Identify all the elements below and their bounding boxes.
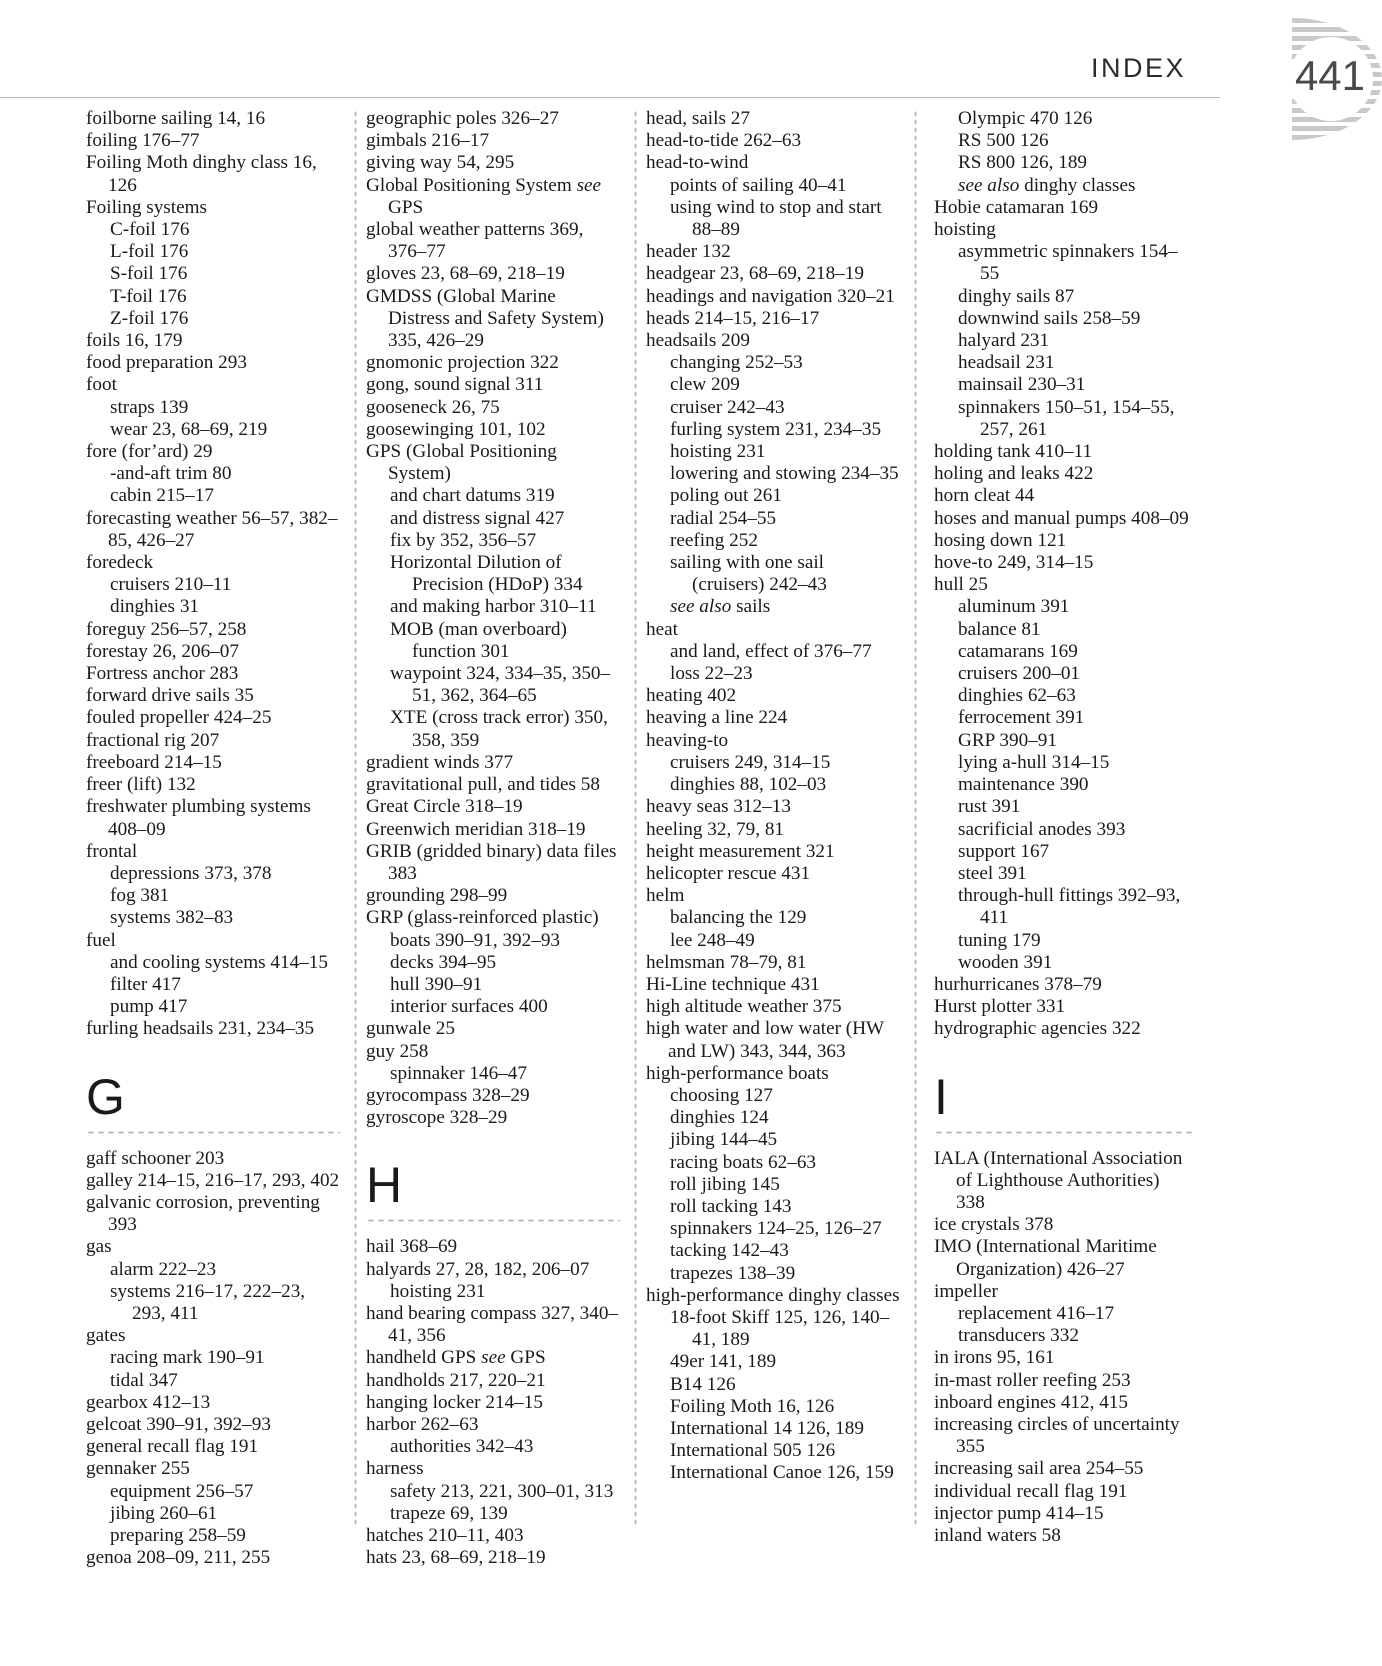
index-entry: helm (646, 885, 685, 907)
index-subentry: Z-foil 176 (110, 307, 189, 329)
index-entry: head-to-wind (646, 152, 749, 174)
index-entry: forecasting weather 56–57, 382–85, 426–27 (86, 507, 338, 551)
index-entry: Hi-Line technique 431 (646, 973, 820, 995)
column-divider (354, 110, 357, 1528)
index-entry: hove-to 249, 314–15 (934, 552, 1094, 574)
index-subentry: MOB (man overboard) function 301 (390, 618, 567, 662)
index-entry: hanging locker 214–15 (366, 1391, 543, 1413)
index-entry: in irons 95, 161 (934, 1347, 1055, 1369)
index-entry: harness (366, 1458, 424, 1480)
index-subentry: Horizontal Dilution of Precision (HDoP) 334 (390, 552, 583, 596)
index-entry: holding tank 410–11 (934, 441, 1093, 463)
index-entry: freer (lift) 132 (86, 774, 196, 796)
index-subentry: Foiling Moth 16, 126 (670, 1395, 835, 1417)
index-subentry: and cooling systems 414–15 (110, 951, 328, 973)
index-entry: gloves 23, 68–69, 218–19 (366, 263, 565, 285)
index-entry: heaving a line 224 (646, 707, 788, 729)
index-subentry: GRP 390–91 (958, 729, 1057, 751)
letter-heading-rule (366, 1219, 620, 1222)
index-entry: high-performance boats (646, 1062, 829, 1084)
index-entry: geographic poles 326–27 (366, 108, 559, 129)
index-entry: foot (86, 374, 117, 396)
index-entry: headgear 23, 68–69, 218–19 (646, 263, 864, 285)
index-subentry: rust 391 (958, 796, 1021, 818)
index-subentry: hoisting 231 (670, 441, 766, 463)
index-subentry: S-foil 176 (110, 263, 188, 285)
index-entry: inboard engines 412, 415 (934, 1391, 1128, 1413)
index-subentry: lowering and stowing 234–35 (670, 463, 899, 485)
index-entry: gimbals 216–17 (366, 130, 490, 152)
index-entry: gooseneck 26, 75 (366, 396, 500, 418)
index-entry: foreguy 256–57, 258 (86, 618, 247, 640)
index-subentry: dinghies 88, 102–03 (670, 774, 827, 796)
column-divider (914, 110, 917, 1528)
index-subentry: interior surfaces 400 (390, 996, 548, 1018)
index-entry: forward drive sails 35 (86, 685, 254, 707)
index-subentry: hoisting 231 (390, 1280, 486, 1302)
index-subentry: dinghies 62–63 (958, 685, 1076, 707)
index-subentry: trapezes 138–39 (670, 1262, 796, 1284)
column-4 (914, 108, 1206, 1546)
index-subentry: and chart datums 319 (390, 485, 555, 507)
index-subentry: authorities 342–43 (390, 1436, 534, 1458)
index-entry: gyroscope 328–29 (366, 1107, 508, 1129)
index-entry: heat (646, 618, 678, 640)
index-entry: food preparation 293 (86, 352, 247, 374)
index-entry: goosewinging 101, 102 (366, 418, 546, 440)
index-entry: Foiling systems (86, 196, 208, 218)
index-subentry: jibing 144–45 (670, 1129, 778, 1151)
index-entry: gas (86, 1236, 112, 1258)
index-subentry: mainsail 230–31 (958, 374, 1086, 396)
index-subentry: lee 248–49 (670, 929, 755, 951)
index-entry: IMO (International Maritime Organization) 426–27 (934, 1236, 1157, 1280)
index-subentry: XTE (cross track error) 350, 358, 359 (390, 707, 608, 751)
index-subentry: waypoint 324, 334–35, 350–51, 362, 364–65 (390, 663, 611, 707)
index-subentry: and distress signal 427 (390, 507, 565, 529)
index-entry: heads 214–15, 216–17 (646, 307, 820, 329)
index-subentry: International Canoe 126, 159 (670, 1462, 894, 1484)
index-subentry: and land, effect of 376–77 (670, 640, 872, 662)
index-subentry: reefing 252 (670, 529, 758, 551)
index-entry: in-mast roller reefing 253 (934, 1369, 1131, 1391)
index-subentry: 49er 141, 189 (670, 1351, 777, 1373)
index-entry: furling headsails 231, 234–35 (86, 1018, 315, 1040)
index-subentry: racing boats 62–63 (670, 1151, 817, 1173)
index-subentry: replacement 416–17 (958, 1302, 1115, 1324)
index-entry: individual recall flag 191 (934, 1480, 1128, 1502)
index-subentry: filter 417 (110, 973, 181, 995)
index-subentry: support 167 (958, 840, 1050, 862)
index-subentry: systems 216–17, 222–23, 293, 411 (110, 1280, 306, 1324)
index-subentry: -and-aft trim 80 (110, 463, 232, 485)
index-subentry: roll jibing 145 (670, 1173, 780, 1195)
index-subentry: dinghies 31 (110, 596, 200, 618)
index-entry: gearbox 412–13 (86, 1391, 211, 1413)
index-entry: horn cleat 44 (934, 485, 1035, 507)
index-entry: gates (86, 1325, 126, 1347)
index-entry: inland waters 58 (934, 1524, 1061, 1546)
index-entry: gnomonic projection 322 (366, 352, 559, 374)
index-entry: increasing sail area 254–55 (934, 1458, 1144, 1480)
index-entry: freshwater plumbing systems 408–09 (86, 796, 311, 840)
index-entry: Fortress anchor 283 (86, 663, 239, 685)
index-entry: helmsman 78–79, 81 (646, 951, 807, 973)
index-subentry: furling system 231, 234–35 (670, 418, 882, 440)
index-entry: foils 16, 179 (86, 330, 183, 352)
index-entry: heaving-to (646, 729, 729, 751)
index-subentry: cabin 215–17 (110, 485, 214, 507)
index-entry: gaff schooner 203 (86, 1147, 225, 1169)
index-entry: GPS (Global Positioning System) (366, 441, 557, 485)
index-subentry: and making harbor 310–11 (390, 596, 597, 618)
index-subentry: fog 381 (110, 885, 170, 907)
letter-heading-rule (86, 1131, 340, 1134)
index-subentry: spinnakers 150–51, 154–55, 257, 261 (958, 396, 1175, 440)
index-entry: helicopter rescue 431 (646, 862, 811, 884)
index-subentry: tacking 142–43 (670, 1240, 789, 1262)
index-entry: fore (for’ard) 29 (86, 441, 213, 463)
index-entry: galvanic corrosion, preventing 393 (86, 1191, 320, 1236)
index-entry: heating 402 (646, 685, 737, 707)
index-entry: GRIB (gridded binary) data files 383 (366, 840, 617, 884)
index-subentry: wooden 391 (958, 951, 1053, 973)
index-subentry: cruisers 210–11 (110, 574, 232, 596)
index-entry: hoisting (934, 219, 996, 241)
index-subentry: ferrocement 391 (958, 707, 1085, 729)
index-entry: IALA (International Association of Lighthouse Authorities) 338 (934, 1147, 1183, 1213)
index-subentry: loss 22–23 (670, 663, 753, 685)
index-subentry: racing mark 190–91 (110, 1347, 265, 1369)
index-subentry: jibing 260–61 (110, 1502, 218, 1524)
index-subentry: alarm 222–23 (110, 1258, 217, 1280)
index-entry: header 132 (646, 241, 731, 263)
index-entry: Foiling Moth dinghy class 16, 126 (86, 152, 317, 196)
index-entry: frontal (86, 840, 138, 862)
index-subentry: cruisers 200–01 (958, 663, 1081, 685)
index-subentry: Olympic 470 126 (958, 108, 1093, 129)
column-divider (634, 110, 637, 1528)
index-subentry: fix by 352, 356–57 (390, 529, 537, 551)
index-subentry: roll tacking 143 (670, 1195, 792, 1217)
index-entry: gravitational pull, and tides 58 (366, 774, 600, 796)
index-entry: headings and navigation 320–21 (646, 285, 895, 307)
index-entry: foredeck (86, 552, 154, 574)
index-subentry: catamarans 169 (958, 640, 1078, 662)
index-entry: hull 25 (934, 574, 988, 596)
column-1 (86, 108, 354, 1569)
index-subentry: see also sails (670, 596, 771, 618)
index-subentry: transducers 332 (958, 1325, 1079, 1347)
index-entry: GRP (glass-reinforced plastic) (366, 907, 599, 929)
index-subentry: see also dinghy classes (958, 174, 1136, 196)
index-entry: ice crystals 378 (934, 1214, 1054, 1236)
index-subentry: through-hull fittings 392–93, 411 (958, 885, 1181, 929)
index-entry: Greenwich meridian 318–19 (366, 818, 586, 840)
index-entry: heeling 32, 79, 81 (646, 818, 785, 840)
letter-heading-h (366, 1159, 620, 1222)
index-entry: handheld GPS see GPS (366, 1347, 546, 1369)
index-subentry: changing 252–53 (670, 352, 803, 374)
index-subentry: tidal 347 (110, 1369, 178, 1391)
index-subentry: boats 390–91, 392–93 (390, 929, 561, 951)
index-subentry: pump 417 (110, 996, 188, 1018)
index-subentry: preparing 258–59 (110, 1524, 246, 1546)
letter-glyph: H (366, 1157, 403, 1214)
index-subentry: dinghy sails 87 (958, 285, 1075, 307)
index-subentry: RS 800 126, 189 (958, 152, 1088, 174)
index-entry: gunwale 25 (366, 1018, 455, 1040)
index-entry: handholds 217, 220–21 (366, 1369, 546, 1391)
index-subentry: downwind sails 258–59 (958, 307, 1141, 329)
index-subentry: C-foil 176 (110, 219, 190, 241)
index-subentry: systems 382–83 (110, 907, 234, 929)
index-subentry: spinnakers 124–25, 126–27 (670, 1218, 882, 1240)
index-subentry: International 505 126 (670, 1440, 836, 1462)
index-subentry: equipment 256–57 (110, 1480, 254, 1502)
index-entry: hydrographic agencies 322 (934, 1018, 1141, 1040)
index-entry: high altitude weather 375 (646, 996, 842, 1018)
index-entry: foilborne sailing 14, 16 (86, 108, 266, 129)
index-subentry: radial 254–55 (670, 507, 777, 529)
index-entry: hail 368–69 (366, 1236, 458, 1258)
index-subentry: trapeze 69, 139 (390, 1502, 508, 1524)
index-entry: foiling 176–77 (86, 130, 200, 152)
index-subentry: maintenance 390 (958, 774, 1089, 796)
header-rule (0, 97, 1220, 98)
index-subentry: safety 213, 221, 300–01, 313 (390, 1480, 614, 1502)
index-entry: head, sails 27 (646, 108, 750, 129)
column-3 (634, 108, 914, 1528)
index-entry: injector pump 414–15 (934, 1502, 1104, 1524)
index-entry: general recall flag 191 (86, 1436, 259, 1458)
letter-heading-g (86, 1068, 340, 1134)
index-entry: gong, sound signal 311 (366, 374, 544, 396)
index-subentry: points of sailing 40–41 (670, 174, 847, 196)
index-subentry: lying a-hull 314–15 (958, 751, 1110, 773)
index-entry: fouled propeller 424–25 (86, 707, 272, 729)
index-entry: gelcoat 390–91, 392–93 (86, 1413, 271, 1435)
letter-glyph: G (86, 1068, 125, 1125)
index-subentry: decks 394–95 (390, 951, 497, 973)
index-subentry: spinnaker 146–47 (390, 1062, 527, 1084)
index-entry: guy 258 (366, 1040, 429, 1062)
index-entry: hoses and manual pumps 408–09 (934, 507, 1189, 529)
index-subentry: poling out 261 (670, 485, 782, 507)
letter-heading-i (934, 1068, 1192, 1134)
index-entry: fuel (86, 929, 116, 951)
column-2 (354, 108, 634, 1569)
index-entry: hand bearing compass 327, 340–41, 356 (366, 1302, 619, 1347)
index-subentry: 18-foot Skiff 125, 126, 140–41, 189 (670, 1306, 890, 1351)
index-subentry: L-foil 176 (110, 241, 189, 263)
index-entry: fractional rig 207 (86, 729, 220, 751)
page-header (0, 0, 1382, 108)
index-entry: global weather patterns 369, 376–77 (366, 219, 584, 263)
index-subentry: cruiser 242–43 (670, 396, 785, 418)
index-entry: halyards 27, 28, 182, 206–07 (366, 1258, 590, 1280)
index-entry: Great Circle 318–19 (366, 796, 523, 818)
index-entry: holing and leaks 422 (934, 463, 1094, 485)
index-subentry: steel 391 (958, 862, 1027, 884)
index-entry: height measurement 321 (646, 840, 835, 862)
index-entry: grounding 298–99 (366, 885, 508, 907)
index-subentry: balancing the 129 (670, 907, 807, 929)
index-entry: hurhurricanes 378–79 (934, 973, 1102, 995)
letter-heading-rule (934, 1131, 1192, 1134)
index-entry: gennaker 255 (86, 1458, 190, 1480)
index-subentry: clew 209 (670, 374, 740, 396)
index-entry: hats 23, 68–69, 218–19 (366, 1547, 546, 1569)
index-entry: high-performance dinghy classes (646, 1284, 900, 1306)
index-entry: galley 214–15, 216–17, 293, 402 (86, 1169, 340, 1191)
index-subentry: aluminum 391 (958, 596, 1070, 618)
index-entry: heavy seas 312–13 (646, 796, 791, 818)
index-entry: impeller (934, 1280, 998, 1302)
index-subentry: depressions 373, 378 (110, 862, 272, 884)
index-entry: hatches 210–11, 403 (366, 1524, 524, 1546)
index-entry: GMDSS (Global Marine Distress and Safety System) 335, 426–29 (366, 285, 604, 352)
index-subentry: wear 23, 68–69, 219 (110, 418, 268, 440)
index-entry: giving way 54, 295 (366, 152, 515, 174)
index-subentry: headsail 231 (958, 352, 1055, 374)
index-subentry: asymmetric spinnakers 154–55 (958, 241, 1178, 285)
index-entry: Global Positioning System see GPS (366, 174, 602, 218)
index-subentry: hull 390–91 (390, 973, 483, 995)
index-columns (0, 108, 1382, 1569)
index-entry: gyrocompass 328–29 (366, 1084, 530, 1106)
index-subentry: International 14 126, 189 (670, 1417, 864, 1439)
index-entry: gradient winds 377 (366, 751, 514, 773)
index-subentry: dinghies 124 (670, 1107, 769, 1129)
index-entry: Hobie catamaran 169 (934, 196, 1099, 218)
index-entry: increasing circles of uncertainty 355 (934, 1413, 1180, 1458)
index-entry: genoa 208–09, 211, 255 (86, 1547, 271, 1569)
index-entry: freeboard 214–15 (86, 751, 222, 773)
index-entry: forestay 26, 206–07 (86, 640, 239, 662)
letter-glyph: I (934, 1068, 948, 1125)
index-subentry: sailing with one sail (cruisers) 242–43 (670, 552, 827, 596)
index-subentry: balance 81 (958, 618, 1041, 640)
index-entry: head-to-tide 262–63 (646, 130, 802, 152)
index-subentry: choosing 127 (670, 1084, 773, 1106)
index-entry: hosing down 121 (934, 529, 1067, 551)
index-subentry: using wind to stop and start 88–89 (670, 196, 882, 241)
page-title: INDEX (1090, 53, 1186, 83)
index-subentry: B14 126 (670, 1373, 736, 1395)
index-subentry: tuning 179 (958, 929, 1041, 951)
index-subentry: sacrificial anodes 393 (958, 818, 1126, 840)
index-subentry: straps 139 (110, 396, 189, 418)
index-entry: harbor 262–63 (366, 1413, 479, 1435)
index-subentry: cruisers 249, 314–15 (670, 751, 831, 773)
index-entry: headsails 209 (646, 330, 750, 352)
index-subentry: T-foil 176 (110, 285, 187, 307)
index-entry: high water and low water (HW and LW) 343, 344, 363 (646, 1018, 884, 1062)
page-number: 441 (1294, 52, 1366, 99)
index-entry: Hurst plotter 331 (934, 996, 1066, 1018)
index-subentry: RS 500 126 (958, 130, 1049, 152)
index-subentry: halyard 231 (958, 330, 1050, 352)
